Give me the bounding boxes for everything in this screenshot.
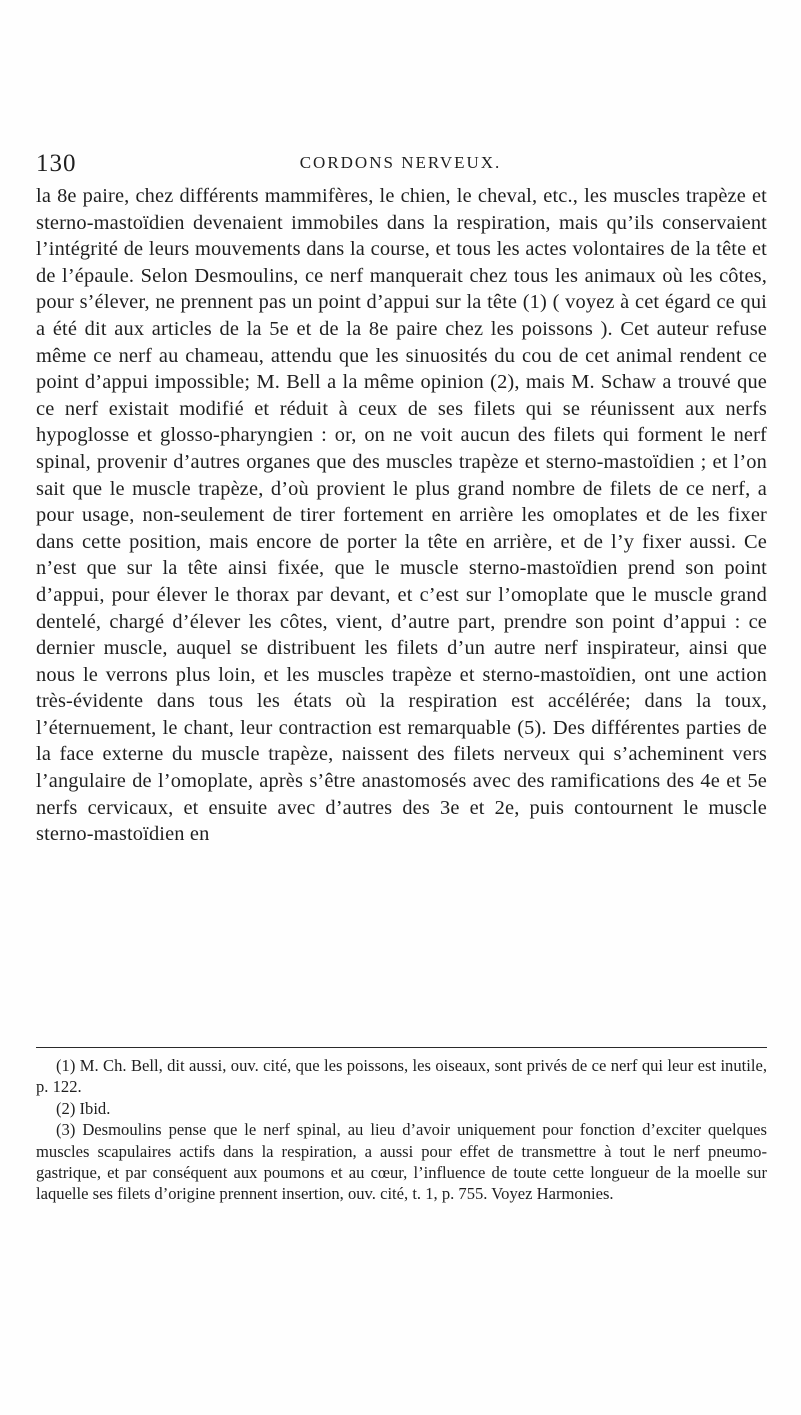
footnote-2: (2) Ibid. [56, 1098, 111, 1118]
footnote-1: (1) M. Ch. Bell, dit aussi, ouv. cité, que les poissons, les oiseaux, sont privés de ce nerf qui leur est inutile, p. 122. [36, 1056, 767, 1097]
running-title: CORDONS NERVEUX. [299, 153, 502, 172]
running-head [28, 150, 773, 180]
body-paragraph: la 8e paire, chez différents mammifères, le chien, le cheval, etc., les muscles trapèze et sterno-mastoïdien devenaient immobiles dans la respiration, mais qu’ils conservaient l’intégrité de leurs mouvements dans la course, et tous les actes volontaires de la tête et de l’épaule. Selon Desmoulins, ce nerf manquerait chez tous les animaux où les côtes, pour s’élever, ne prennent pas un point d’appui sur la tête (1) ( voyez à cet égard ce qui a été dit aux articles de la 5e et de la 8e paire chez les poissons ). Cet auteur refuse même ce nerf au chameau, attendu que les sinuosités du cou de cet animal rendent ce point d’appui impossible; M. Bell a la même opinion (2), mais M. Schaw a trouvé que ce nerf existait modifié et réduit à ceux de ses filets qui se réunissent aux nerfs hypoglosse et glosso-pharyngien : or, on ne voit aucun des filets qui forment le nerf spinal, provenir d’autres organes que des muscles trapèze et sterno-mastoïdien ; et l’on sait que le muscle trapèze, d’où provient le plus grand nombre de filets de ce nerf, a pour usage, non-seulement de tirer fortement en arrière les omoplates et de les fixer dans cette position, mais encore de porter la tête en arrière, et de l’y fixer aussi. Ce n’est que sur la tête ainsi fixée, que le muscle sterno-mastoïdien prend son point d’appui, pour élever le thorax par devant, et c’est sur l’omoplate que le muscle grand dentelé, chargé d’élever les côtes, vient, d’autre part, prendre son point d’appui : ce dernier muscle, auquel se distribuent les filets d’un autre nerf inspirateur, ainsi que nous le verrons plus loin, et les muscles trapèze et sterno-mastoïdien, ont une action très-évidente dans tous les états où la respiration est accélérée; dans la toux, l’éternuement, le chant, leur contraction est remarquable (5). Des différentes parties de la face externe du muscle trapèze, naissent des filets nerveux qui s’acheminent vers l’angulaire de l’omoplate, après s’être anastomosés avec des ramifications des 4e et 5e nerfs cervicaux, et ensuite avec d’autres des 3e et 2e, puis contournent le muscle sterno-mastoïdien en [36, 185, 767, 846]
page-number: 130 [36, 150, 77, 177]
footnote-3: (3) Desmoulins pense que le nerf spinal, au lieu d’avoir uniquement pour fonction d’exciter quelques muscles scapulaires actifs dans la respiration, a aussi pour effet de transmettre à tout le nerf pneumo-gastrique, et par conséquent aux poumons et au cœur, l’influence de toute cette longueur de la moelle sur laquelle ses filets d’origine prennent insertion, ouv. cité, t. 1, p. 755. Voyez Harmonies. [36, 1120, 767, 1204]
main-text [36, 183, 767, 848]
footnote-separator [36, 1047, 767, 1048]
footnotes [36, 1055, 767, 1205]
